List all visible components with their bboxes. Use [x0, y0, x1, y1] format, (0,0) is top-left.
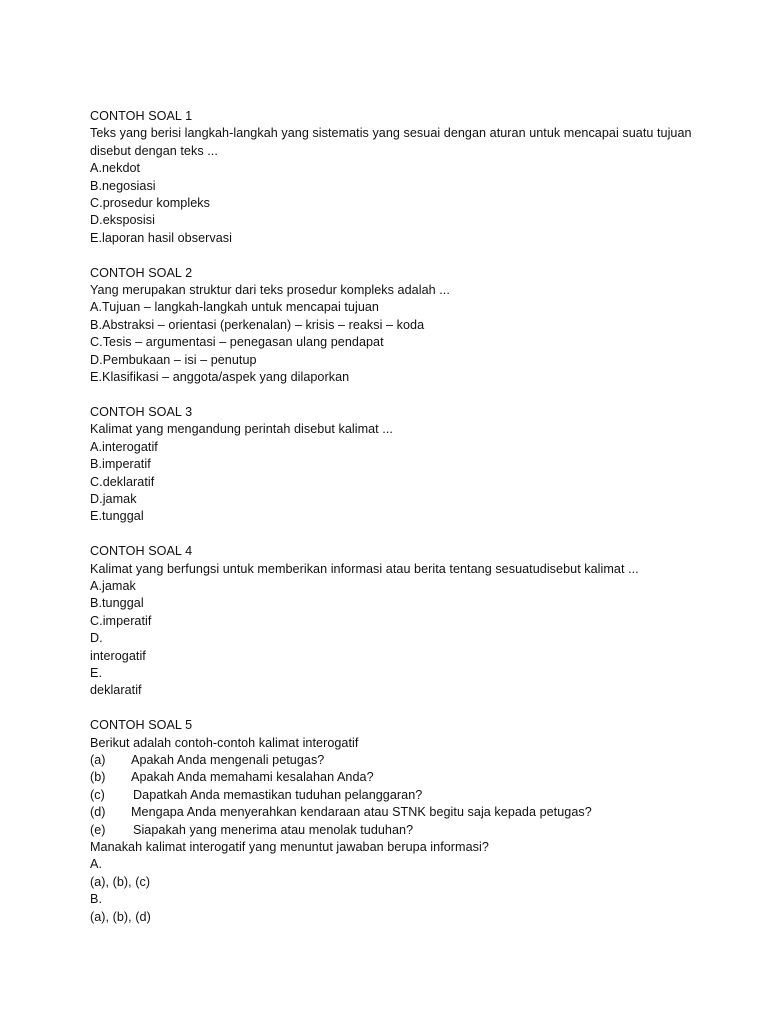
option-e: E.Klasifikasi – anggota/aspek yang dilaporkan	[90, 370, 350, 385]
item-label: (b)	[90, 770, 106, 785]
option-b: B.tunggal	[90, 596, 144, 611]
option-a-label: A.	[90, 857, 102, 872]
item-text: Dapatkah Anda memastikan tuduhan pelanggaran?	[133, 787, 423, 802]
option-d: D.Pembukaan – isi – penutup	[90, 352, 257, 367]
option-a: A.Tujuan – langkah-langkah untuk mencapai tujuan	[90, 300, 379, 315]
question-title: CONTOH SOAL 4	[90, 544, 193, 559]
option-c: C.Tesis – argumentasi – penegasan ulang pendapat	[90, 335, 384, 350]
list-item	[90, 787, 730, 804]
question-3	[90, 404, 730, 526]
option-e-label: E.	[90, 665, 102, 680]
question-text: Manakah kalimat interogatif yang menuntut jawaban berupa informasi?	[90, 840, 489, 854]
option-a: A.interogatif	[90, 439, 158, 454]
option-d-label: D.	[90, 631, 103, 646]
option-e: E.tunggal	[90, 509, 144, 524]
item-text: Apakah Anda memahami kesalahan Anda?	[131, 770, 374, 785]
option-d: D.eksposisi	[90, 213, 155, 228]
option-d-text: interogatif	[90, 648, 146, 663]
option-a-text: (a), (b), (c)	[90, 874, 151, 889]
option-e: E.laporan hasil observasi	[90, 230, 232, 245]
question-text: Yang merupakan struktur dari teks prosedur kompleks adalah ...	[90, 283, 450, 298]
question-text: Kalimat yang mengandung perintah disebut kalimat ...	[90, 422, 393, 437]
question-title: CONTOH SOAL 3	[90, 404, 193, 419]
option-c: C.imperatif	[90, 613, 152, 628]
option-b-text: (a), (b), (d)	[90, 909, 151, 924]
question-title: CONTOH SOAL 2	[90, 265, 193, 280]
list-item	[90, 822, 730, 839]
question-4	[90, 543, 730, 700]
item-text: Mengapa Anda menyerahkan kendaraan atau STNK begitu saja kepada petugas?	[131, 805, 592, 820]
option-a: A.jamak	[90, 578, 136, 593]
option-a: A.nekdot	[90, 161, 141, 176]
question-title: CONTOH SOAL 1	[90, 109, 193, 123]
document-page	[90, 108, 730, 943]
question-1	[90, 108, 730, 247]
list-item	[90, 804, 730, 821]
item-label: (c)	[90, 787, 105, 802]
item-label: (d)	[90, 805, 106, 820]
option-b-label: B.	[90, 892, 102, 907]
question-text: Kalimat yang berfungsi untuk memberikan informasi atau berita tentang sesuatudisebut kalimat ...	[90, 561, 639, 576]
option-b: B.negosiasi	[90, 178, 156, 193]
question-5	[90, 717, 730, 926]
question-2	[90, 265, 730, 387]
option-c: C.prosedur kompleks	[90, 196, 210, 211]
question-title: CONTOH SOAL 5	[90, 718, 193, 733]
option-d: D.jamak	[90, 491, 137, 506]
item-text: Siapakah yang menerima atau menolak tuduhan?	[133, 822, 414, 837]
item-text: Apakah Anda mengenali petugas?	[131, 752, 325, 767]
list-item	[90, 752, 730, 769]
question-intro: Berikut adalah contoh-contoh kalimat interogatif	[90, 735, 359, 750]
list-item	[90, 769, 730, 786]
item-label: (e)	[90, 822, 106, 837]
option-c: C.deklaratif	[90, 474, 155, 489]
option-b: B.imperatif	[90, 457, 151, 472]
option-e-text: deklaratif	[90, 683, 142, 698]
item-label: (a)	[90, 752, 106, 767]
option-b: B.Abstraksi – orientasi (perkenalan) – krisis – reaksi – koda	[90, 317, 425, 332]
question-text: Teks yang berisi langkah-langkah yang sistematis yang sesuai dengan aturan untuk mencapai suatu tujuan disebut dengan teks ...	[90, 126, 692, 158]
